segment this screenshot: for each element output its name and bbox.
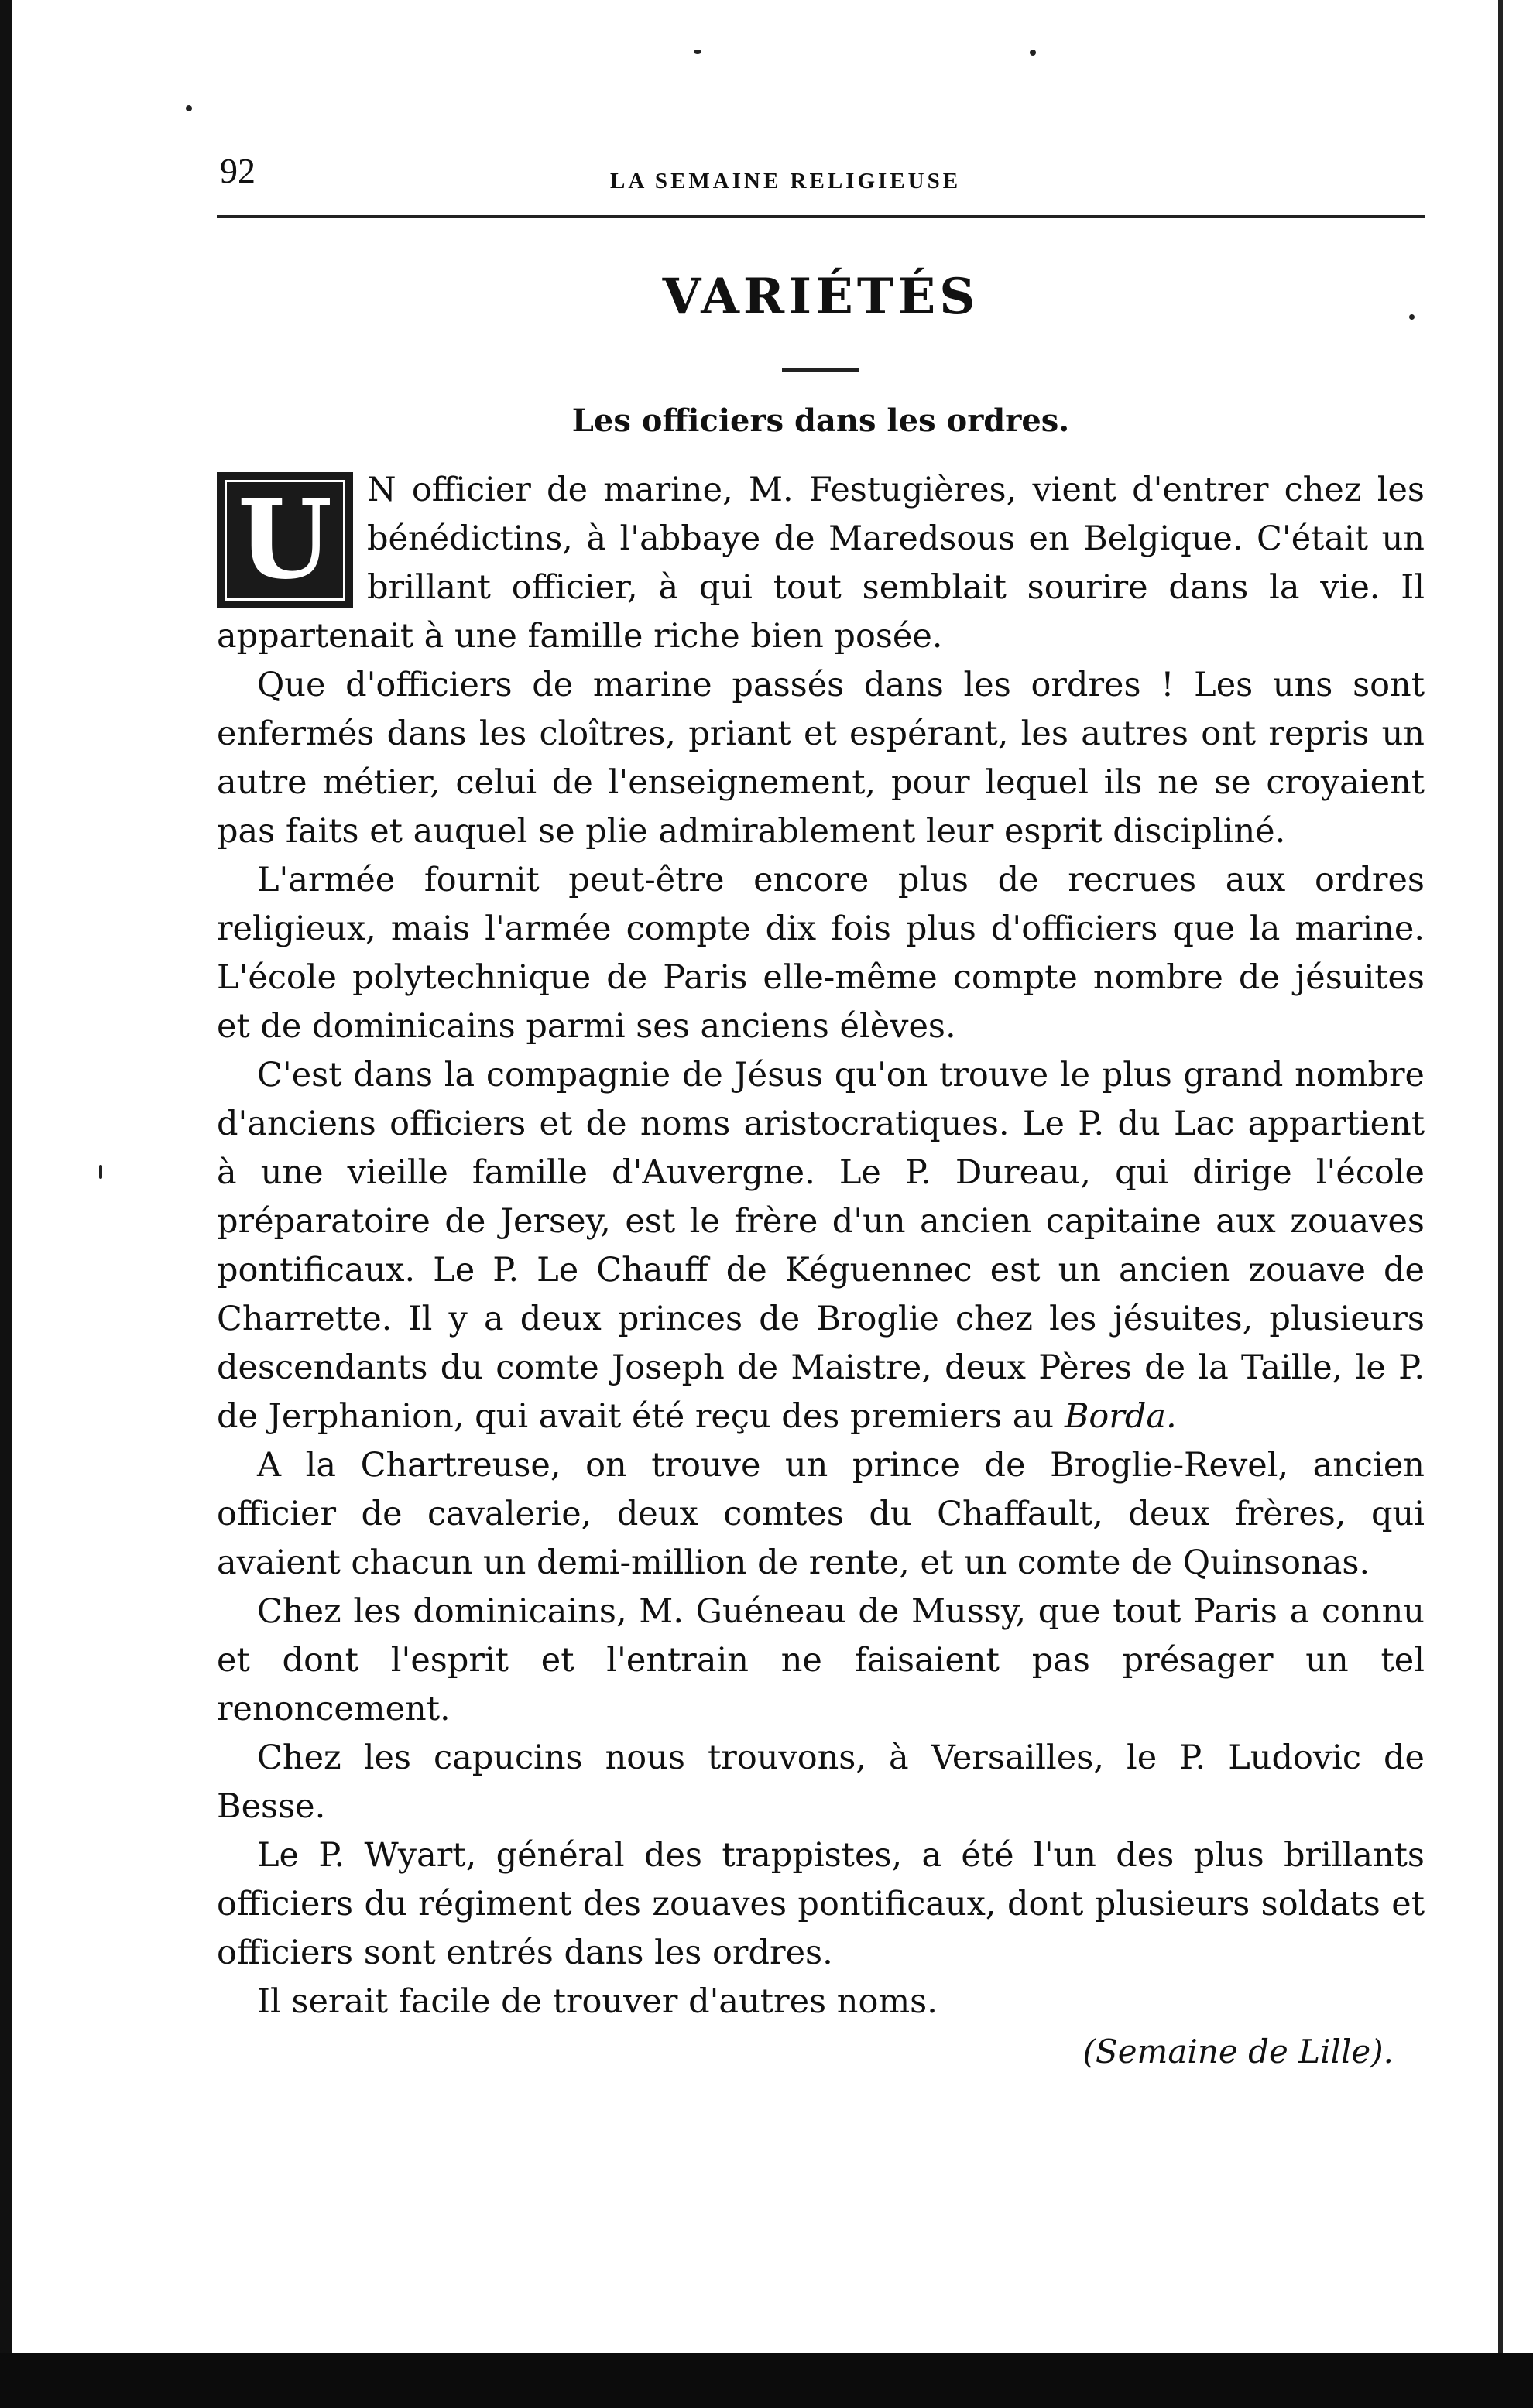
- paragraph-4: [217, 1051, 1425, 1441]
- paragraph-text: C'est dans la compagnie de Jésus qu'on trouve le plus grand nombre d'anciens officiers et de noms aristocratiques. Le P. du Lac appartient à une vieille famille d'Auvergne. Le P. Dureau, qui dirige l'école préparatoire de Jersey, est le frère d'un ancien capitaine aux zouaves pontificaux. Le P. Le Chauff de Kéguennec est un ancien zouave de Charrette. Il y a deux princes de Broglie chez les jésuites, plusieurs descendants du comte Joseph de Maistre, deux Pères de la Taille, le P. de Jerphanion, qui avait été reçu des premiers au: [217, 1056, 1425, 1436]
- article-body: [217, 466, 1425, 2026]
- scan-bottom-edge: [0, 2353, 1533, 2408]
- section-title: VARIÉTÉS: [662, 268, 979, 326]
- page-content: [217, 139, 1425, 2071]
- source-citation: (Semaine de Lille).: [1082, 2033, 1394, 2071]
- running-title: LA SEMAINE RELIGIEUSE: [610, 169, 962, 194]
- scan-speck: [186, 105, 192, 111]
- paragraph-text: N officier de marine, M. Festugières, vient d'entrer chez les bénédictins, à l'abbaye de Maredsous en Belgique. C'était un brillant officier, à qui tout semblait sourire dans la vie. Il appartenait à une famille riche bien posée.: [217, 471, 1425, 656]
- page-number: 92: [220, 151, 256, 190]
- paragraph-1: [217, 466, 1425, 661]
- scan-speck: [1030, 50, 1036, 56]
- paragraph-8: Le P. Wyart, général des trappistes, a été l'un des plus brillants officiers du régiment des zouaves pontificaux, dont plusieurs soldats et officiers sont entrés dans les ordres.: [217, 1836, 1425, 1972]
- scan-speck: [99, 1165, 102, 1179]
- paragraph-6: Chez les dominicains, M. Guéneau de Mussy, que tout Paris a connu et dont l'esprit et l'entrain ne faisaient pas présager un tel renoncement.: [217, 1592, 1425, 1728]
- scan-left-edge: [0, 0, 12, 2408]
- scan-speck: [694, 50, 701, 54]
- dropcap-ornament: U: [217, 472, 353, 608]
- running-head: [217, 139, 1425, 209]
- header-rule: [217, 215, 1425, 218]
- paragraph-3: L'armée fournit peut-être encore plus de recrues aux ordres religieux, mais l'armée compte dix fois plus d'officiers que la marine. L'école polytechnique de Paris elle-même compte nombre de jésuites et de dominicains parmi ses anciens élèves.: [217, 861, 1425, 1046]
- paragraph-2: Que d'officiers de marine passés dans les ordres ! Les uns sont enfermés dans les cloîtres, priant et espérant, les autres ont repris un autre métier, celui de l'enseignement, pour lequel ils ne se croyaient pas faits et auquel se plie admirablement leur esprit discipliné.: [217, 666, 1425, 851]
- section-rule: [782, 368, 859, 372]
- paragraph-7: Chez les capucins nous trouvons, à Versailles, le P. Ludovic de Besse.: [217, 1738, 1425, 1826]
- italic-borda: Borda.: [1064, 1397, 1177, 1436]
- scan-right-edge: [1498, 0, 1503, 2408]
- paragraph-5: A la Chartreuse, on trouve un prince de Broglie-Revel, ancien officier de cavalerie, deux comtes du Chaffault, deux frères, qui avaient chacun un demi-million de rente, et un comte de Quinsonas.: [217, 1446, 1425, 1582]
- article-title: Les officiers dans les ordres.: [571, 402, 1070, 439]
- paragraph-9: Il serait facile de trouver d'autres noms.: [257, 1982, 938, 2021]
